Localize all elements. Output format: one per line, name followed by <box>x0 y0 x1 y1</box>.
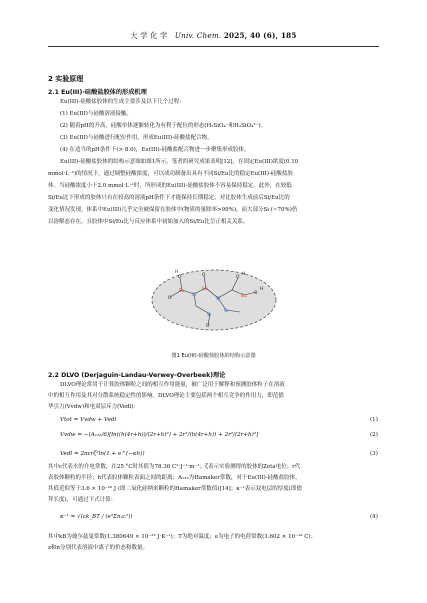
equation-3: Vedl = 2πεrζ²ln(1 + e^(−κh)) <box>60 451 145 457</box>
paragraph-line: 体。当硅酸浓度小于2.0 mmol·L⁻¹时，所形成的Eu(III)-硅酸盐胶体不容易保持稳定。此外，在较低 <box>48 183 292 189</box>
atom-h: H <box>260 287 264 292</box>
paragraph-line: 拜长度)，可通过下式计算： <box>48 497 117 503</box>
paragraph-line: 华引力(Vvdw)和电双层斥力(Vedl)： <box>48 404 139 410</box>
header-rule <box>48 46 379 47</box>
paragraph-line: 变化情况发现，体系中Eu(III)几乎完全被保留在胶体中(物质的量除率>99%)，而大部分Si (~70%)仍 <box>48 207 298 213</box>
section-2-title: 2 实验原理 <box>48 75 84 83</box>
atom-o: O <box>202 273 206 278</box>
paragraph-line: Eu(III)-硅酸盐胶体的结构示意图如图1所示。笔者的研究成果表明[12]，在固定Eu(III)浓度(0.10 <box>60 159 299 165</box>
equation-number: (3) <box>370 451 378 457</box>
figure-1-colloid-structure <box>150 268 278 332</box>
list-item: (4) 在适当的pH条件下(> 8.0)，Eu(III)-硅酸盐配合物进一步聚集形成胶体。 <box>60 147 250 153</box>
paragraph-line: 其值近似等于3.6 × 10⁻²⁰ J (即二氧化硅纳米颗粒的Hamaker常数值)[14]；κ⁻¹表示双电层的厚度(即德 <box>48 486 302 492</box>
section-2-2-title: 2.2 DLVO (Derjaguin-Landau-Verwey-Overbeek)理论 <box>48 372 226 379</box>
paragraph-line: 以溶解态存在，且胶体中Si/Eu比与反应体系中初始加入的Si/Eu比呈正相关关系。 <box>48 219 249 225</box>
atom-o: O <box>254 291 258 296</box>
section-2-1-title: 2.1 Eu(III)-硅酸盐胶体的形成机理 <box>48 89 147 96</box>
journal-en: Univ. Chem. <box>174 31 222 40</box>
paragraph-line: z和n分别代表溶液中离子的价态和数量。 <box>48 545 148 551</box>
equation-1: Vtot = Vvdw + Vedl <box>60 417 117 423</box>
atom-h: H <box>175 270 179 275</box>
equation-number: (1) <box>370 417 378 423</box>
paragraph-line: Si/Eu比下形成的胶体只有在较高的溶液pH条件下才能保持长期稳定，对比胶体生成前后Si/Eu比的 <box>48 195 290 201</box>
equation-2: Vvdw = −(A₁₃₂/6)[ln((h(4r+h))/(2r+h)²) + 2r²/(h(4r+h)) + 2r²/(2r+h)²] <box>60 432 259 438</box>
atom-h: H <box>242 272 246 277</box>
paragraph-line: 表胶体颗粒的半径；h代表胶体颗粒表面之间的距离；A₁₃₂为Hamaker常数，对于Eu(III)-硅酸盐胶体， <box>48 475 301 481</box>
atom-eu: Eu <box>202 287 208 292</box>
atom-si: Si <box>216 297 221 302</box>
atom-eu: Eu <box>179 289 185 294</box>
equation-number: (2) <box>370 432 378 438</box>
figure-1-caption: 图1 Eu(III)-硅酸盐胶体的结构示意图 <box>171 353 256 359</box>
atom-o: O <box>168 296 172 301</box>
paragraph-line: 其中ε代表水的介电常数，在25 °C时其值为78.36 C²·J⁻¹·m⁻¹；ζ表示实验测得的胶体的Zeta电位；r代 <box>48 464 301 470</box>
running-header <box>0 31 427 41</box>
equation-4: κ⁻¹ = √(εk_BT / (e²Σnᵢzᵢ²)) <box>60 514 133 520</box>
atom-si: Si <box>207 313 212 318</box>
paragraph-line: 中的相互作用及其对分散系统稳定性的影响。DLVO理论主要包括两个相互竞争的作用力，即范德 <box>48 393 284 399</box>
atom-eu: Eu <box>241 294 247 299</box>
citation: 2025, 40 (6), 185 <box>223 31 297 40</box>
list-item: (3) Eu(III)与硅酸进行配位作用，形成Eu(III)-硅酸盐配合物。 <box>60 135 213 141</box>
paragraph-line: DLVO理论常用于计算胶体颗粒之间的相互作用能量，被广泛用于解释和预测胶体粒子在溶液 <box>60 382 285 388</box>
paragraph-line: mmol·L⁻¹)的情况下，通过调整硅酸浓度，可以成功制备出具有不同Si/Eu比的稳定Eu(III)-硅酸盐胶 <box>48 171 293 177</box>
atom-si: Si <box>192 293 197 298</box>
paragraph-line: Eu(III)-硅酸盐胶体的生成主要涉及以下几个过程： <box>60 99 185 105</box>
list-item: (2) 随着pH的升高，硅酸单体逐渐转化为有利于配位的形态(H₃SiO₄⁻和H₂SiO₄²⁻)。 <box>60 123 267 129</box>
atom-o: O <box>178 275 182 280</box>
atom-si: Si <box>224 309 229 314</box>
atom-o: O <box>236 275 240 280</box>
equation-number: (4) <box>370 514 378 520</box>
atom-o: O <box>206 324 210 329</box>
journal-cn: 大 学 化 学 <box>130 31 168 40</box>
paragraph-line: 其中kB为玻尔兹曼常数(1.380649 × 10⁻²³ J·K⁻¹)；T为绝对温度；e为电子的电荷常数(1.602 × 10⁻¹⁹ C)； <box>48 534 317 540</box>
list-item: (1) Eu(III)与硅酸溶液接触。 <box>60 111 132 117</box>
